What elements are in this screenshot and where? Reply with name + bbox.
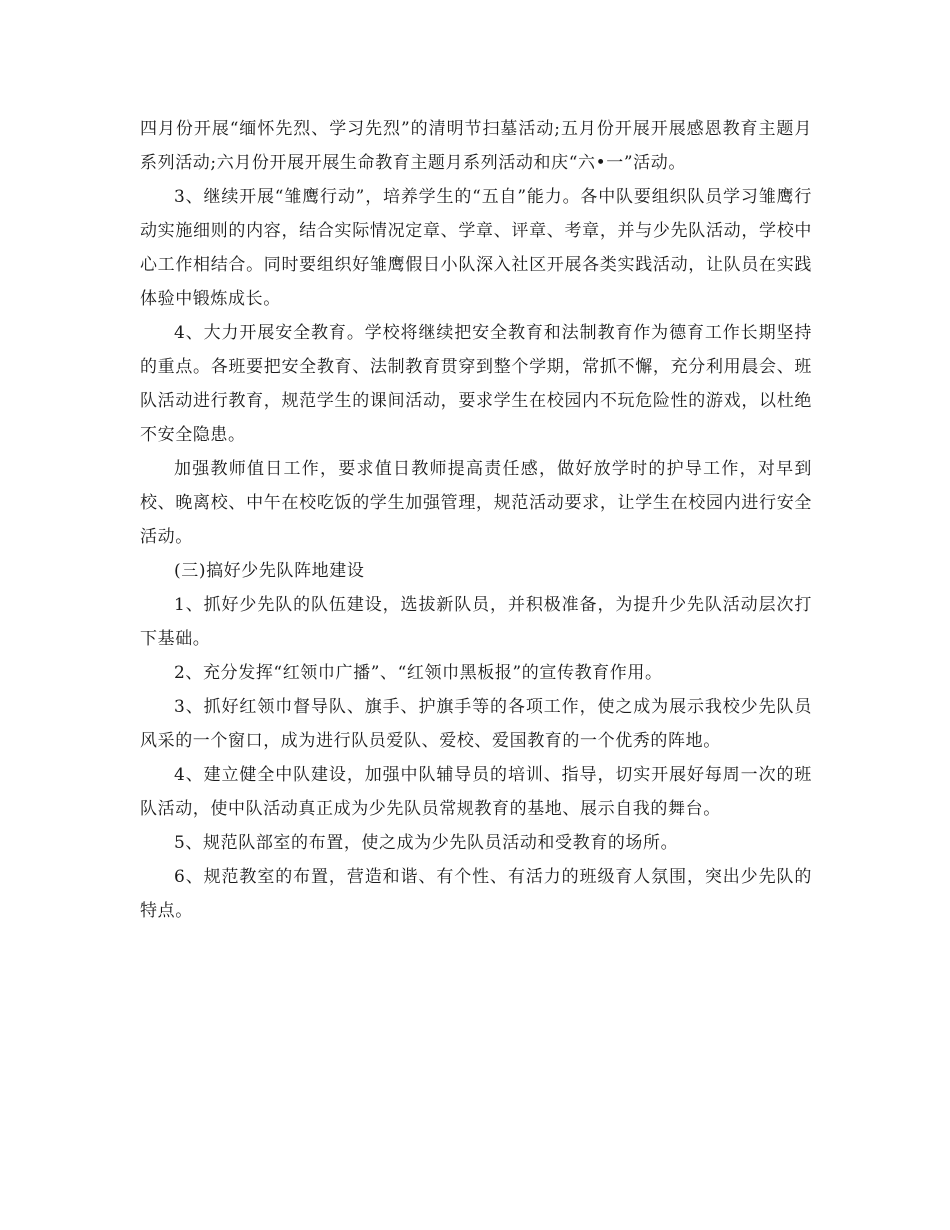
paragraph-1: 四月份开展“缅怀先烈、学习先烈”的清明节扫墓活动;五月份开展开展感恩教育主题月系列活动;六月份开展开展生命教育主题月系列活动和庆“六•一”活动。 <box>140 119 812 173</box>
paragraph-4: 加强教师值日工作，要求值日教师提高责任感，做好放学时的护导工作，对早到校、晚离校、中午在校吃饭的学生加强管理，规范活动要求，让学生在校园内进行安全活动。 <box>140 459 812 547</box>
paragraph-8: 3、抓好红领巾督导队、旗手、护旗手等的各项工作，使之成为展示我校少先队员风采的一个窗口，成为进行队员爱队、爱校、爱国教育的一个优秀的阵地。 <box>140 697 812 751</box>
paragraph-6: 1、抓好少先队的队伍建设，选拔新队员，并积极准备，为提升少先队活动层次打下基础。 <box>140 595 812 649</box>
paragraph-10: 5、规范队部室的布置，使之成为少先队员活动和受教育的场所。 <box>174 833 679 853</box>
paragraph-9: 4、建立健全中队建设，加强中队辅导员的培训、指导，切实开展好每周一次的班队活动，使中队活动真正成为少先队员常规教育的基地、展示自我的舞台。 <box>140 765 812 819</box>
paragraph-7: 2、充分发挥“红领巾广播”、“红领巾黑板报”的宣传教育作用。 <box>174 663 663 683</box>
paragraph-3: 4、大力开展安全教育。学校将继续把安全教育和法制教育作为德育工作长期坚持的重点。各班要把安全教育、法制教育贯穿到整个学期，常抓不懈，充分利用晨会、班队活动进行教育，规范学生的课间活动，要求学生在校园内不玩危险性的游戏，以杜绝不安全隐患。 <box>140 323 812 445</box>
section-heading: (三)搞好少先队阵地建设 <box>174 561 365 581</box>
document-body <box>140 112 812 928</box>
paragraph-11: 6、规范教室的布置，营造和谐、有个性、有活力的班级育人氛围，突出少先队的特点。 <box>140 867 812 921</box>
paragraph-2: 3、继续开展“雏鹰行动”，培养学生的“五自”能力。各中队要组织队员学习雏鹰行动实施细则的内容，结合实际情况定章、学章、评章、考章，并与少先队活动，学校中心工作相结合。同时要组织好雏鹰假日小队深入社区开展各类实践活动，让队员在实践体验中锻炼成长。 <box>140 187 812 309</box>
